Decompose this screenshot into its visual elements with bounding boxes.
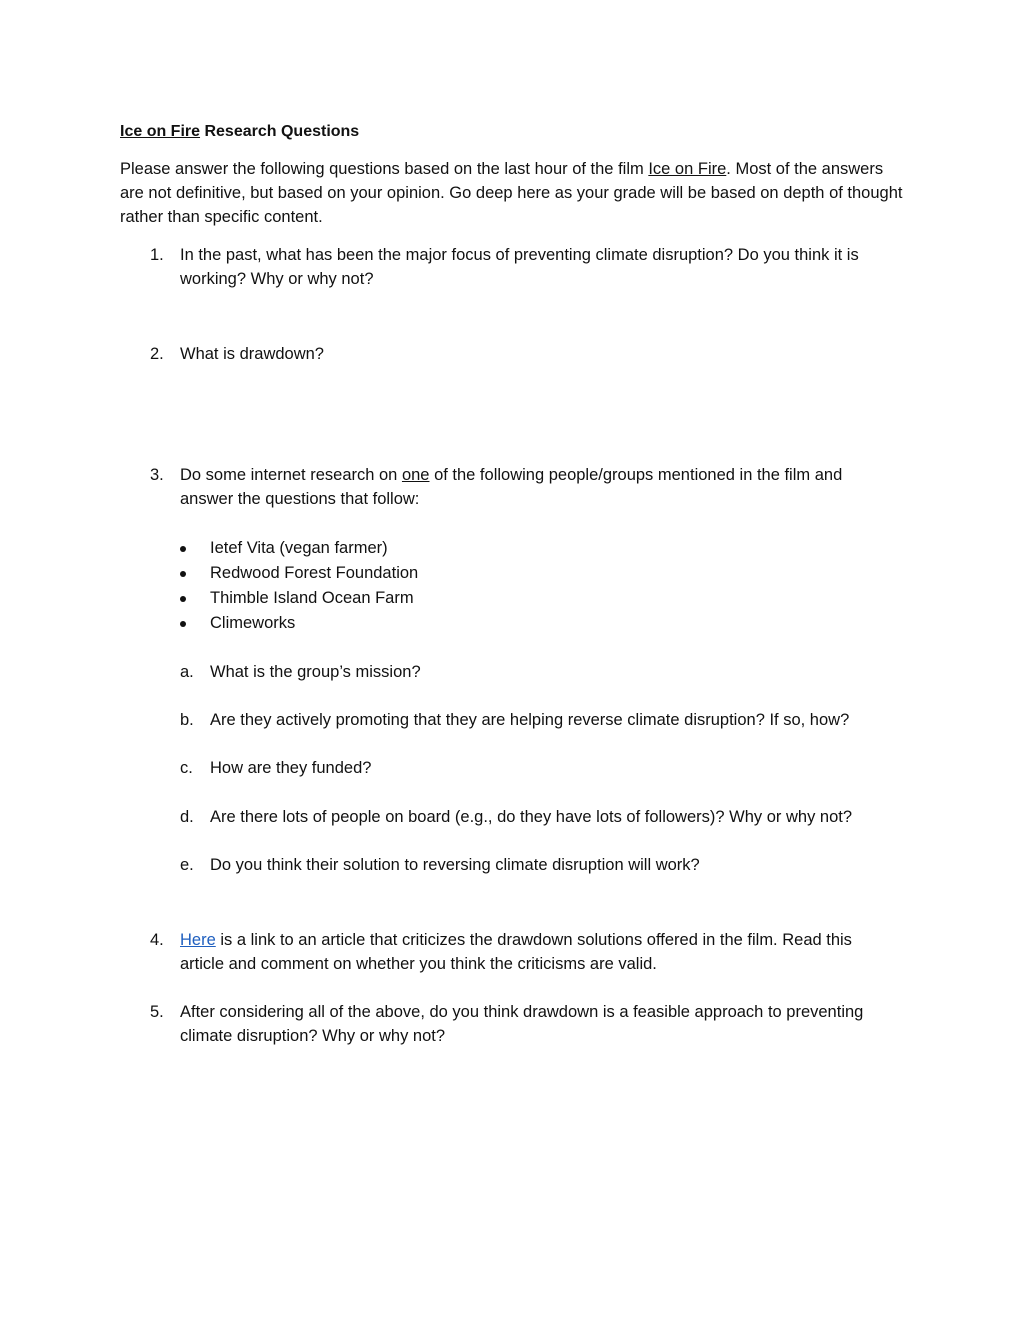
intro-film-name: Ice on Fire xyxy=(648,160,727,178)
group-list-item xyxy=(180,586,414,610)
question-4 xyxy=(150,928,890,976)
subquestion-a xyxy=(180,660,421,684)
question-3 xyxy=(150,463,890,511)
question-number: 3. xyxy=(150,466,164,484)
question-text xyxy=(180,463,890,511)
question-text: After considering all of the above, do you think drawdown is a feasible approach to preventing climate disruption? Why or why not? xyxy=(180,1003,864,1045)
subquestion-letter: b. xyxy=(180,711,194,729)
group-name: Climeworks xyxy=(210,614,296,632)
question-5 xyxy=(150,1000,890,1048)
group-name: Ietef Vita (vegan farmer) xyxy=(210,539,388,557)
question-3-before: Do some internet research on xyxy=(180,466,402,484)
question-number: 2. xyxy=(150,345,164,363)
group-list-item xyxy=(180,611,295,635)
subquestion-text: Are they actively promoting that they are helping reverse climate disruption? If so, how? xyxy=(210,711,850,729)
bullet-icon xyxy=(180,621,186,627)
group-list-item xyxy=(180,561,418,585)
article-link[interactable]: Here xyxy=(180,931,216,949)
question-4-after: is a link to an article that criticizes the drawdown solutions offered in the film. Read this article and comment on whether you think the criticisms are valid. xyxy=(180,931,852,973)
question-number: 5. xyxy=(150,1003,164,1021)
subquestion-text: What is the group’s mission? xyxy=(210,663,421,681)
question-number: 1. xyxy=(150,246,164,264)
subquestion-c xyxy=(180,756,371,780)
group-name: Redwood Forest Foundation xyxy=(210,564,419,582)
title-rest: Research Questions xyxy=(200,123,360,140)
question-1 xyxy=(150,243,890,291)
group-name: Thimble Island Ocean Farm xyxy=(210,589,414,607)
subquestion-e xyxy=(180,853,700,877)
title-film-name: Ice on Fire xyxy=(120,123,201,140)
question-text xyxy=(180,928,890,976)
subquestion-text: Are there lots of people on board (e.g., do they have lots of followers)? Why or why not? xyxy=(210,808,853,826)
subquestion-text: How are they funded? xyxy=(210,759,372,777)
bullet-icon xyxy=(180,596,186,602)
question-number: 4. xyxy=(150,931,164,949)
question-3-after: of the following people/groups mentioned in the film and answer the questions that follow: xyxy=(180,466,843,508)
question-text: In the past, what has been the major focus of preventing climate disruption? Do you think it is working? Why or why not? xyxy=(180,246,859,288)
bullet-icon xyxy=(180,546,186,552)
subquestion-text: Do you think their solution to reversing climate disruption will work? xyxy=(210,856,700,874)
subquestion-letter: d. xyxy=(180,808,194,826)
intro-after: . Most of the answers are not definitive, but based on your opinion. Go deep here as your grade will be based on depth of thought rather than specific content. xyxy=(120,160,903,226)
bullet-icon xyxy=(180,571,186,577)
question-2 xyxy=(150,342,890,366)
subquestion-b xyxy=(180,708,849,732)
group-list-item xyxy=(180,536,388,560)
subquestion-letter: c. xyxy=(180,759,193,777)
document-title xyxy=(120,121,359,143)
intro-paragraph xyxy=(120,157,910,229)
subquestion-letter: a. xyxy=(180,663,194,681)
intro-before: Please answer the following questions based on the last hour of the film xyxy=(120,160,649,178)
question-text: What is drawdown? xyxy=(180,345,324,363)
subquestion-d xyxy=(180,805,852,829)
subquestion-letter: e. xyxy=(180,856,194,874)
question-3-underlined: one xyxy=(401,466,430,484)
